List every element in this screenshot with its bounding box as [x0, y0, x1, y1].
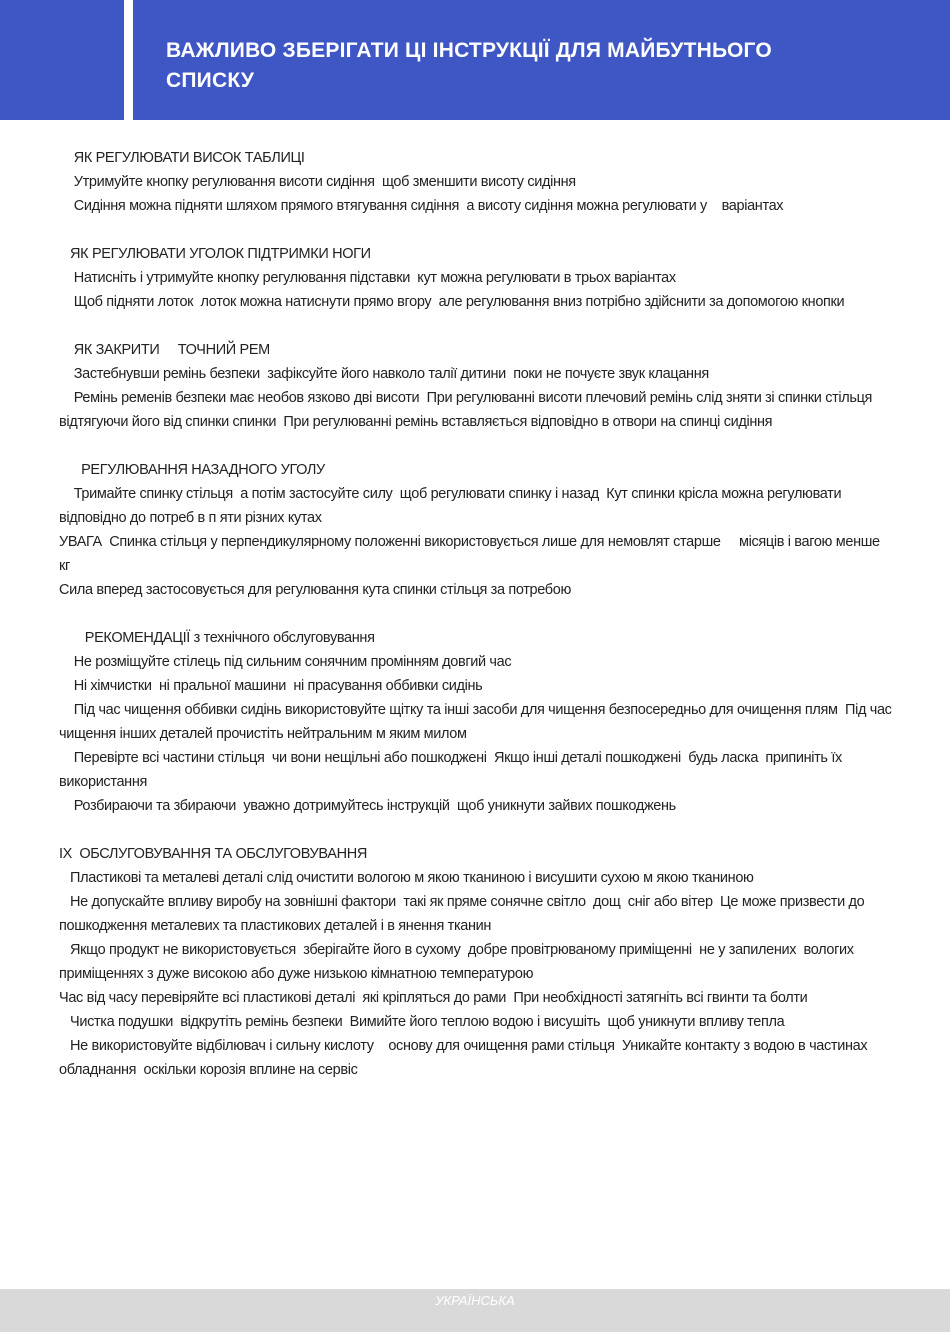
- footer-language-label: УКРАЇНСЬКА: [435, 1293, 515, 1308]
- page-title: ВАЖЛИВО ЗБЕРІГАТИ ЦІ ІНСТРУКЦІЇ ДЛЯ МАЙБУТНЬОГО СПИСКУ: [166, 39, 772, 92]
- spacer: [59, 314, 899, 338]
- section-heading: РЕГУЛЮВАННЯ НАЗАДНОГО УГОЛУ: [59, 462, 325, 478]
- section-heading: ЯК ЗАКРИТИ ТОЧНИЙ РЕМ: [59, 342, 270, 358]
- paragraph: Щоб підняти лоток лоток можна натиснути прямо вгору але регулювання вниз потрібно здійснити за допомогою кнопки: [59, 294, 845, 310]
- spacer: [59, 602, 899, 626]
- spacer: [59, 434, 899, 458]
- paragraph: Ні хімчистки ні пральної машини ні прасування оббивки сидінь: [59, 678, 483, 694]
- section-heading: ЯК РЕГУЛЮВАТИ ВИСОК ТАБЛИЦІ: [59, 150, 305, 166]
- section-recline: [59, 458, 902, 602]
- paragraph: Пластикові та металеві деталі слід очистити вологою м якою тканиною і висушити сухою м якою тканиною: [59, 870, 754, 886]
- paragraph: Не розміщуйте стілець під сильним сонячним промінням довгий час: [59, 654, 512, 670]
- instructions-body: [59, 146, 902, 1082]
- header-accent-block: [0, 0, 124, 120]
- spacer: [59, 218, 899, 242]
- section-footrest: [59, 242, 899, 314]
- section-heading: ЯК РЕГУЛЮВАТИ УГОЛОК ПІДТРИМКИ НОГИ: [59, 246, 371, 262]
- spacer: [59, 818, 899, 842]
- paragraph: Розбираючи та збираючи уважно дотримуйтесь інструкцій щоб уникнути зайвих пошкоджень: [59, 798, 676, 814]
- paragraph: Сидіння можна підняти шляхом прямого втягування сидіння а висоту сидіння можна регулювати у варіантах: [59, 198, 784, 214]
- section-service: [59, 842, 899, 1082]
- paragraph: Сила вперед застосовується для регулювання кута спинки стільця за потребою: [59, 582, 571, 598]
- paragraph: Чистка подушки відкрутіть ремінь безпеки Вимийте його теплою водою і висушіть щоб уникнути впливу тепла: [59, 1014, 785, 1030]
- paragraph: Не допускайте впливу виробу на зовнішні фактори такі як пряме сонячне світло дощ сніг або вітер Це може призвести до пошкодження металевих та пластикових деталей і в янення тканин: [59, 894, 869, 934]
- header-banner: [133, 0, 950, 120]
- section-heading: РЕКОМЕНДАЦІЇ з технічного обслуговування: [59, 630, 375, 646]
- warning-paragraph: УВАГА Спинка стільця у перпендикулярному положенні використовується лише для немовлят старше місяців і вагою менше кг: [59, 534, 902, 574]
- section-care: [59, 626, 899, 818]
- paragraph: Перевірте всі частини стільця чи вони нещільні або пошкоджені Якщо інші деталі пошкоджені будь ласка припиніть їх використання: [59, 750, 846, 790]
- section-heading: IX ОБСЛУГОВУВАННЯ ТА ОБСЛУГОВУВАННЯ: [59, 846, 367, 862]
- section-seat-height: [59, 146, 899, 218]
- paragraph: Якщо продукт не використовується зберігайте його в сухому добре провітрюваному приміщенні не у запилених вологих приміщеннях з дуже високою або дуже низькою кімнатною температурою: [59, 942, 858, 982]
- paragraph: Час від часу перевіряйте всі пластикові деталі які кріпляться до рами При необхідності затягніть всі гвинти та болти: [59, 990, 808, 1006]
- paragraph: Ремінь ременів безпеки має необов язково дві висоти При регулюванні висоти плечовий ремінь слід зняти зі спинки стільця відтягуючи його від спинки спинки При регулюванні ремінь вставляється відповідно в отвори на спинці сидіння: [59, 390, 880, 430]
- paragraph: Тримайте спинку стільця а потім застосуйте силу щоб регулювати спинку і назад Кут спинки крісла можна регулювати відповідно до потреб в п яти різних кутах: [59, 486, 845, 526]
- paragraph: Не використовуйте відбілювач і сильну кислоту основу для очищення рами стільця Уникайте контакту з водою в частинах обладнання оскільки корозія вплине на сервіс: [59, 1038, 871, 1078]
- paragraph: Під час чищення оббивки сидінь використовуйте щітку та інші засоби для чищення безпосередньо для очищення плям Під час чищення інших деталей прочистіть нейтральним м яким милом: [59, 702, 896, 742]
- footer-bar: [0, 1289, 950, 1332]
- paragraph: Застебнувши ремінь безпеки зафіксуйте його навколо талії дитини поки не почуєте звук клацання: [59, 366, 709, 382]
- section-belt: [59, 338, 899, 434]
- paragraph: Утримуйте кнопку регулювання висоти сидіння щоб зменшити висоту сидіння: [59, 174, 576, 190]
- paragraph: Натисніть і утримуйте кнопку регулювання підставки кут можна регулювати в трьох варіантах: [59, 270, 676, 286]
